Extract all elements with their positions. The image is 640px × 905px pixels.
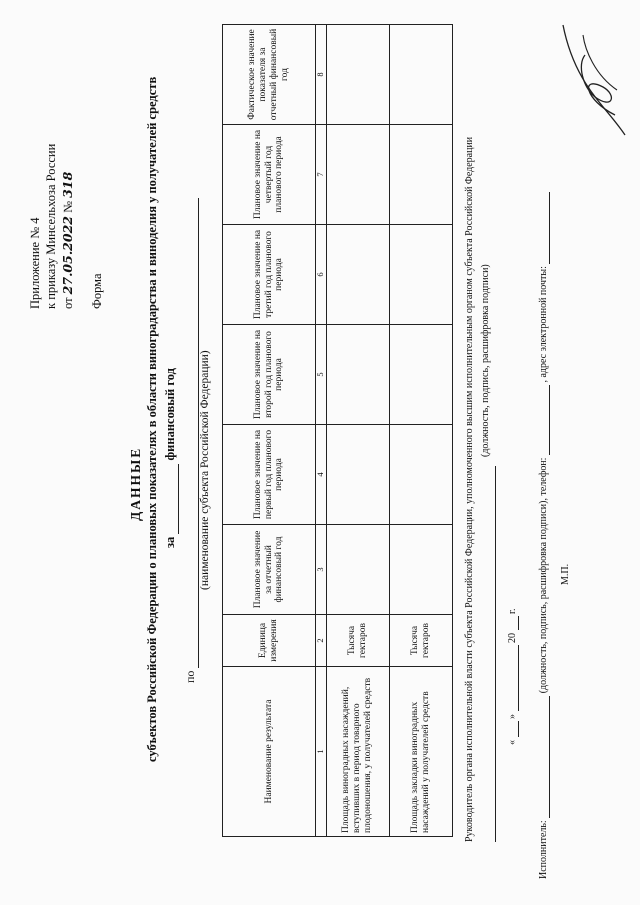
col-header: Единица измерения [223, 615, 316, 667]
data-table [222, 24, 453, 837]
subject-caption: (наименование субъекта Российской Федерации) [199, 350, 211, 590]
table-row [389, 25, 452, 837]
value-cell [326, 525, 389, 615]
row-name: Площадь виноградных насаждений, вступивших в период товарного плодоношения, у получателей средств [326, 667, 389, 837]
row-name: Площадь закладки виноградных насаждений у получателей средств [389, 667, 452, 837]
executor-caption: (должность, подпись, расшифровка подписи), телефон: [538, 457, 549, 694]
head-signature-blank [477, 466, 496, 842]
document-subtitle: субъектов Российской Федерации о плановых показателях в области виноградарства и виноделия у получателей средств [145, 76, 159, 762]
row-unit: Тысяча гектаров [326, 615, 389, 667]
col-header: Плановое значение на второй год планового периода [223, 325, 316, 425]
column-number: 7 [316, 125, 327, 225]
column-number: 1 [316, 667, 327, 837]
document-title: ДАННЫЕ [128, 446, 143, 521]
date-year-blank [507, 617, 519, 631]
date-quote-open: « [507, 740, 518, 745]
col-header: Плановое значение на четвертый год планового периода [223, 125, 316, 225]
date-quote-close: » [507, 714, 518, 719]
column-number: 5 [316, 325, 327, 425]
value-cell [389, 525, 452, 615]
value-cell [326, 325, 389, 425]
value-cell [389, 225, 452, 325]
email-blank [538, 192, 550, 264]
head-signature-line: Руководитель органа исполнительной власти субъекта Российской Федерации, уполномоченного высшим исполнительным органом субъекта Российской Федерации [464, 136, 475, 842]
order-number-prefix: № [61, 200, 75, 213]
financial-year-line [163, 368, 179, 548]
column-number: 6 [316, 225, 327, 325]
order-date-prefix: от [61, 297, 75, 309]
col-header: Плановое значение на третий год планового периода [223, 225, 316, 325]
value-cell [389, 325, 452, 425]
column-number: 8 [316, 25, 327, 125]
stamp-placeholder: М.П. [560, 563, 571, 585]
order-number-handwritten: 318 [60, 171, 75, 198]
head-signature-blank-line [477, 466, 496, 842]
date-year-suffix: г. [507, 608, 518, 614]
subject-line [183, 198, 199, 683]
column-numbers-row [316, 25, 327, 837]
value-cell [326, 425, 389, 525]
year-blank [163, 464, 179, 534]
table-row [326, 25, 389, 837]
date-day-blank [507, 722, 519, 738]
value-cell [389, 425, 452, 525]
subject-prefix: по [183, 670, 197, 683]
row-unit: Тысяча гектаров [389, 615, 452, 667]
value-cell [326, 125, 389, 225]
year-suffix: финансовый год [163, 368, 177, 461]
column-number: 4 [316, 425, 327, 525]
form-label: Форма [90, 273, 104, 309]
value-cell [389, 125, 452, 225]
executor-line [538, 192, 550, 879]
col-header: Плановое значение за отчетный финансовый год [223, 525, 316, 615]
column-number: 2 [316, 615, 327, 667]
email-label: , адрес электронной почты: [538, 266, 549, 383]
value-cell [326, 225, 389, 325]
order-date-line [60, 172, 76, 309]
head-signature-caption: (должность, подпись, расшифровка подписи) [480, 264, 491, 457]
column-number: 3 [316, 525, 327, 615]
date-line [507, 609, 519, 745]
col-header: Наименование результата [223, 667, 316, 837]
date-month-blank [507, 646, 519, 712]
value-cell [326, 25, 389, 125]
appendix-number: Приложение № 4 [28, 217, 42, 309]
phone-blank [538, 385, 550, 455]
order-reference: к приказу Минсельхоза России [44, 143, 58, 309]
executor-label: Исполнитель: [538, 820, 549, 879]
col-header: Плановое значение на первый год планового периода [223, 425, 316, 525]
subject-blank [183, 198, 199, 668]
executor-blank [538, 696, 550, 818]
order-date-handwritten: 27.05.2022 [60, 216, 75, 295]
col-header: Фактическое значение показателя за отчетный финансовый год [223, 25, 316, 125]
year-prefix: за [163, 536, 177, 548]
handwritten-signature [555, 5, 635, 145]
value-cell [389, 25, 452, 125]
table-header-row [223, 25, 316, 837]
date-year-prefix: 20 [507, 633, 518, 643]
